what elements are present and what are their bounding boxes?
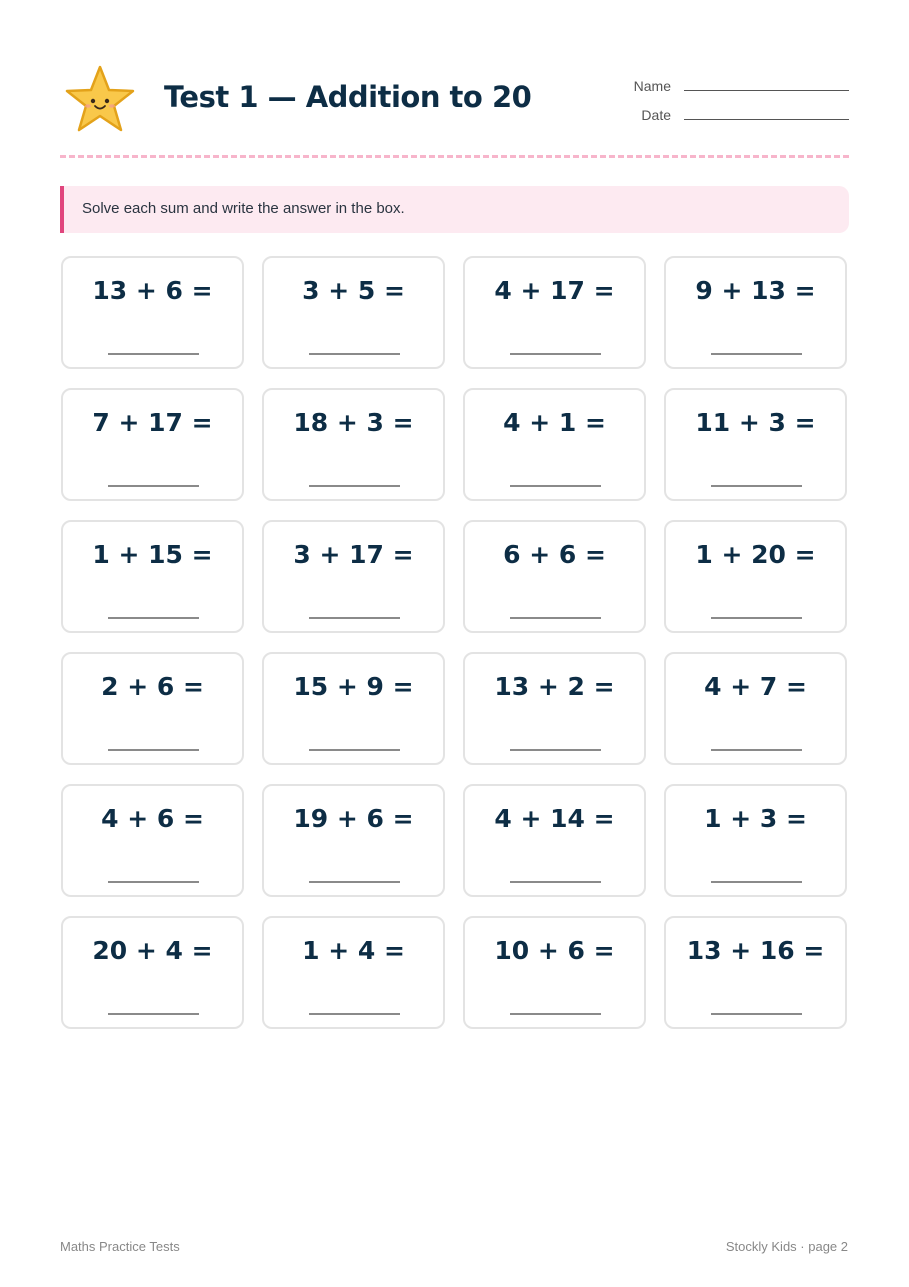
answer-line[interactable]: [108, 485, 199, 487]
answer-line[interactable]: [108, 617, 199, 619]
answer-line[interactable]: [510, 749, 601, 751]
instruction-banner: [60, 186, 849, 233]
problem-card: [463, 256, 646, 369]
answer-line[interactable]: [510, 1013, 601, 1015]
problem-sum: 13 + 16 =: [686, 936, 825, 965]
name-field[interactable]: [630, 76, 849, 96]
problem-grid: [61, 256, 849, 1029]
problem-card: [463, 916, 646, 1029]
problem-card: [664, 388, 847, 501]
smiling-star-icon: [64, 64, 136, 134]
problem-card: [463, 388, 646, 501]
problem-card: [61, 520, 244, 633]
problem-sum: 18 + 3 =: [293, 408, 414, 437]
problem-sum: 4 + 14 =: [494, 804, 615, 833]
answer-line[interactable]: [711, 353, 802, 355]
problem-sum: 20 + 4 =: [92, 936, 213, 965]
answer-line[interactable]: [309, 881, 400, 883]
problem-sum: 3 + 5 =: [302, 276, 405, 305]
problem-card: [262, 388, 445, 501]
answer-line[interactable]: [309, 485, 400, 487]
answer-line[interactable]: [711, 617, 802, 619]
problem-card: [262, 256, 445, 369]
answer-line[interactable]: [510, 485, 601, 487]
answer-line[interactable]: [108, 881, 199, 883]
answer-line[interactable]: [510, 353, 601, 355]
problem-card: [664, 520, 847, 633]
problem-sum: 1 + 20 =: [695, 540, 816, 569]
problem-sum: 13 + 6 =: [92, 276, 213, 305]
footer-right-text: Stockly Kids · page 2: [725, 1239, 848, 1254]
problem-sum: 1 + 3 =: [704, 804, 807, 833]
problem-card: [262, 520, 445, 633]
answer-line[interactable]: [711, 881, 802, 883]
problem-sum: 11 + 3 =: [695, 408, 816, 437]
problem-sum: 9 + 13 =: [695, 276, 816, 305]
problem-sum: 15 + 9 =: [293, 672, 414, 701]
problem-sum: 4 + 7 =: [704, 672, 807, 701]
problem-card: [61, 652, 244, 765]
header-divider: [60, 155, 849, 158]
date-line[interactable]: [684, 119, 849, 120]
problem-sum: 1 + 4 =: [302, 936, 405, 965]
problem-card: [61, 256, 244, 369]
answer-line[interactable]: [309, 353, 400, 355]
problem-card: [262, 916, 445, 1029]
problem-card: [61, 784, 244, 897]
problem-sum: 7 + 17 =: [92, 408, 213, 437]
problem-card: [61, 916, 244, 1029]
problem-card: [463, 784, 646, 897]
date-label: Date: [641, 107, 671, 123]
problem-card: [61, 388, 244, 501]
instruction-text: Solve each sum and write the answer in the box.: [82, 200, 405, 217]
problem-sum: 6 + 6 =: [503, 540, 606, 569]
name-line[interactable]: [684, 90, 849, 91]
worksheet-title: Test 1 — Addition to 20: [164, 80, 532, 114]
problem-sum: 3 + 17 =: [293, 540, 414, 569]
answer-line[interactable]: [309, 1013, 400, 1015]
problem-sum: 1 + 15 =: [92, 540, 213, 569]
answer-line[interactable]: [711, 1013, 802, 1015]
problem-card: [664, 256, 847, 369]
problem-sum: 10 + 6 =: [494, 936, 615, 965]
answer-line[interactable]: [711, 749, 802, 751]
answer-line[interactable]: [510, 881, 601, 883]
answer-line[interactable]: [108, 1013, 199, 1015]
problem-card: [463, 520, 646, 633]
answer-line[interactable]: [711, 485, 802, 487]
problem-card: [664, 916, 847, 1029]
problem-sum: 19 + 6 =: [293, 804, 414, 833]
date-field[interactable]: [630, 105, 849, 125]
problem-card: [262, 784, 445, 897]
answer-line[interactable]: [108, 749, 199, 751]
answer-line[interactable]: [309, 749, 400, 751]
answer-line[interactable]: [108, 353, 199, 355]
answer-line[interactable]: [309, 617, 400, 619]
problem-sum: 2 + 6 =: [101, 672, 204, 701]
footer-left-text: Maths Practice Tests: [60, 1239, 180, 1254]
problem-card: [664, 784, 847, 897]
problem-sum: 4 + 6 =: [101, 804, 204, 833]
problem-sum: 4 + 17 =: [494, 276, 615, 305]
problem-sum: 13 + 2 =: [494, 672, 615, 701]
problem-card: [463, 652, 646, 765]
problem-sum: 4 + 1 =: [503, 408, 606, 437]
problem-card: [664, 652, 847, 765]
answer-line[interactable]: [510, 617, 601, 619]
name-label: Name: [633, 78, 671, 94]
worksheet-header: [60, 60, 849, 140]
problem-card: [262, 652, 445, 765]
